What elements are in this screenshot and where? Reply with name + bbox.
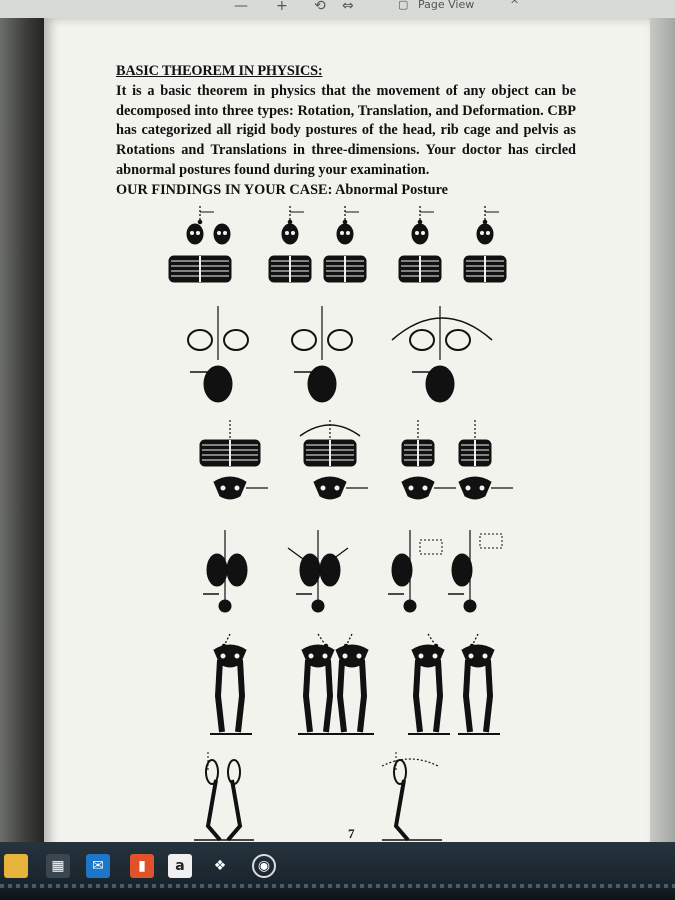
rotation-arc bbox=[300, 425, 360, 436]
pelvis-hole bbox=[357, 654, 362, 659]
pelvis-hole bbox=[419, 654, 424, 659]
pelvis-icon bbox=[459, 477, 491, 499]
pelvis-hole bbox=[343, 654, 348, 659]
pelvis-hole bbox=[433, 654, 438, 659]
arrow-head bbox=[470, 644, 474, 648]
pelvis-hole bbox=[409, 486, 414, 491]
eye-socket bbox=[421, 231, 425, 235]
pelvis-hole bbox=[221, 654, 226, 659]
pelvis-hole bbox=[335, 486, 340, 491]
ribcage-top-shift-icon bbox=[392, 554, 412, 586]
ribcage-top-rotation-icon bbox=[227, 554, 247, 586]
pelvis-icon bbox=[402, 477, 434, 499]
fit-width-icon[interactable]: ⇔ bbox=[342, 0, 354, 14]
head-skull-icon bbox=[337, 224, 353, 244]
ribcage-top-tilt-icon bbox=[320, 554, 340, 586]
collapse-icon[interactable]: ^ bbox=[510, 0, 520, 11]
eye-socket bbox=[190, 231, 194, 235]
vertebra-icon bbox=[404, 600, 416, 612]
eye-socket bbox=[223, 231, 227, 235]
eye-socket bbox=[346, 231, 350, 235]
leg-bones-icon bbox=[306, 660, 310, 732]
leg-bones-icon bbox=[326, 660, 330, 732]
leg-bones-icon bbox=[466, 660, 470, 732]
page-view-icon[interactable]: ▢ bbox=[398, 0, 409, 11]
pelvis-hole bbox=[221, 486, 226, 491]
leg-bones-icon bbox=[218, 660, 222, 732]
mail-icon[interactable]: ✉ bbox=[86, 854, 110, 878]
eye-socket bbox=[217, 231, 221, 235]
leg-bones-icon bbox=[486, 660, 490, 732]
head-outline bbox=[224, 330, 248, 350]
rotation-arc bbox=[392, 318, 492, 340]
chrome-icon[interactable]: ◉ bbox=[252, 854, 276, 878]
vertebra-icon bbox=[312, 600, 324, 612]
document-paragraph: It is a basic theorem in physics that the movement of any object can be decomposed into three types: Rotation, Translation, and Deformation. CBP has categorized all rigid body postures of the head, rib cage and pelvis as Rotations and Translations in three-dimensions. Your doctor has circled abnormal postures found during your examination. bbox=[116, 82, 576, 178]
page-number: 7 bbox=[348, 826, 355, 841]
zoom-in-button[interactable]: + bbox=[276, 0, 288, 14]
pelvis-hole bbox=[323, 654, 328, 659]
ribcage-top-translation-icon bbox=[452, 554, 472, 586]
arrow-head bbox=[418, 220, 422, 224]
taskbar bbox=[0, 842, 675, 900]
pelvis-hole bbox=[466, 486, 471, 491]
eye-socket bbox=[291, 231, 295, 235]
eye-socket bbox=[415, 231, 419, 235]
head-top-view-flexion-icon bbox=[426, 366, 454, 402]
arrow-head bbox=[222, 644, 226, 648]
leg-bones-icon bbox=[436, 660, 440, 732]
head-outline bbox=[328, 330, 352, 350]
legs-lateral-side-icon bbox=[396, 780, 408, 840]
arrow-head bbox=[198, 220, 202, 224]
head-top-view-translation-icon bbox=[308, 366, 336, 402]
arrow-head bbox=[434, 644, 438, 648]
eye-socket bbox=[480, 231, 484, 235]
head-outline bbox=[188, 330, 212, 350]
translation-box bbox=[480, 534, 502, 548]
eye-socket bbox=[340, 231, 344, 235]
findings-heading: OUR FINDINGS IN YOUR CASE: Abnormal Posture bbox=[116, 181, 449, 198]
arrow-head bbox=[343, 220, 347, 224]
amazon-icon[interactable]: a bbox=[168, 854, 192, 878]
file-explorer-icon[interactable] bbox=[4, 854, 28, 878]
pelvis-hole bbox=[235, 654, 240, 659]
pelvis-hole bbox=[480, 486, 485, 491]
pelvis-hole bbox=[321, 486, 326, 491]
vertebra-icon bbox=[219, 600, 231, 612]
rotate-icon[interactable]: ⟲ bbox=[314, 0, 326, 14]
pelvis-hole bbox=[235, 486, 240, 491]
office-icon[interactable]: ▮ bbox=[130, 854, 154, 878]
document-title: BASIC THEOREM IN PHYSICS: bbox=[116, 63, 323, 79]
rotation-arc bbox=[382, 759, 438, 766]
vertebra-icon bbox=[464, 600, 476, 612]
eye-socket bbox=[196, 231, 200, 235]
head-skull-icon bbox=[412, 224, 428, 244]
ribcage-top-rotation-icon bbox=[207, 554, 227, 586]
legs-lateral-front-icon bbox=[228, 780, 240, 840]
head-outline bbox=[292, 330, 316, 350]
pelvis-icon bbox=[214, 477, 246, 499]
pelvis-hole bbox=[309, 654, 314, 659]
head-top-view-rotation-icon bbox=[204, 366, 232, 402]
arrow-head bbox=[324, 644, 328, 648]
head-outline bbox=[410, 330, 434, 350]
leg-bones-icon bbox=[416, 660, 420, 732]
head-skull-icon bbox=[477, 224, 493, 244]
head-skull-icon bbox=[282, 224, 298, 244]
taskbar-indicator-strip bbox=[0, 884, 675, 888]
head-skull-icon bbox=[187, 224, 203, 244]
leg-bones-icon bbox=[238, 660, 242, 732]
arrow-head bbox=[344, 644, 348, 648]
head-outline bbox=[446, 330, 470, 350]
leg-bones-icon bbox=[340, 660, 344, 732]
dropbox-icon[interactable]: ❖ bbox=[213, 858, 227, 874]
store-icon[interactable]: ▦ bbox=[46, 854, 70, 878]
head-skull-icon bbox=[214, 224, 230, 244]
leg-bones-icon bbox=[360, 660, 364, 732]
arrow-head bbox=[288, 220, 292, 224]
page-view-button[interactable]: Page View bbox=[418, 0, 475, 11]
pelvis-icon bbox=[314, 477, 346, 499]
translation-box bbox=[420, 540, 442, 554]
legs-lateral-front-icon bbox=[208, 780, 220, 840]
pelvis-hole bbox=[469, 654, 474, 659]
pelvis-hole bbox=[483, 654, 488, 659]
zoom-out-button[interactable]: — bbox=[234, 0, 248, 14]
arrow-head bbox=[483, 220, 487, 224]
pelvis-hole bbox=[423, 486, 428, 491]
eye-socket bbox=[486, 231, 490, 235]
eye-socket bbox=[285, 231, 289, 235]
